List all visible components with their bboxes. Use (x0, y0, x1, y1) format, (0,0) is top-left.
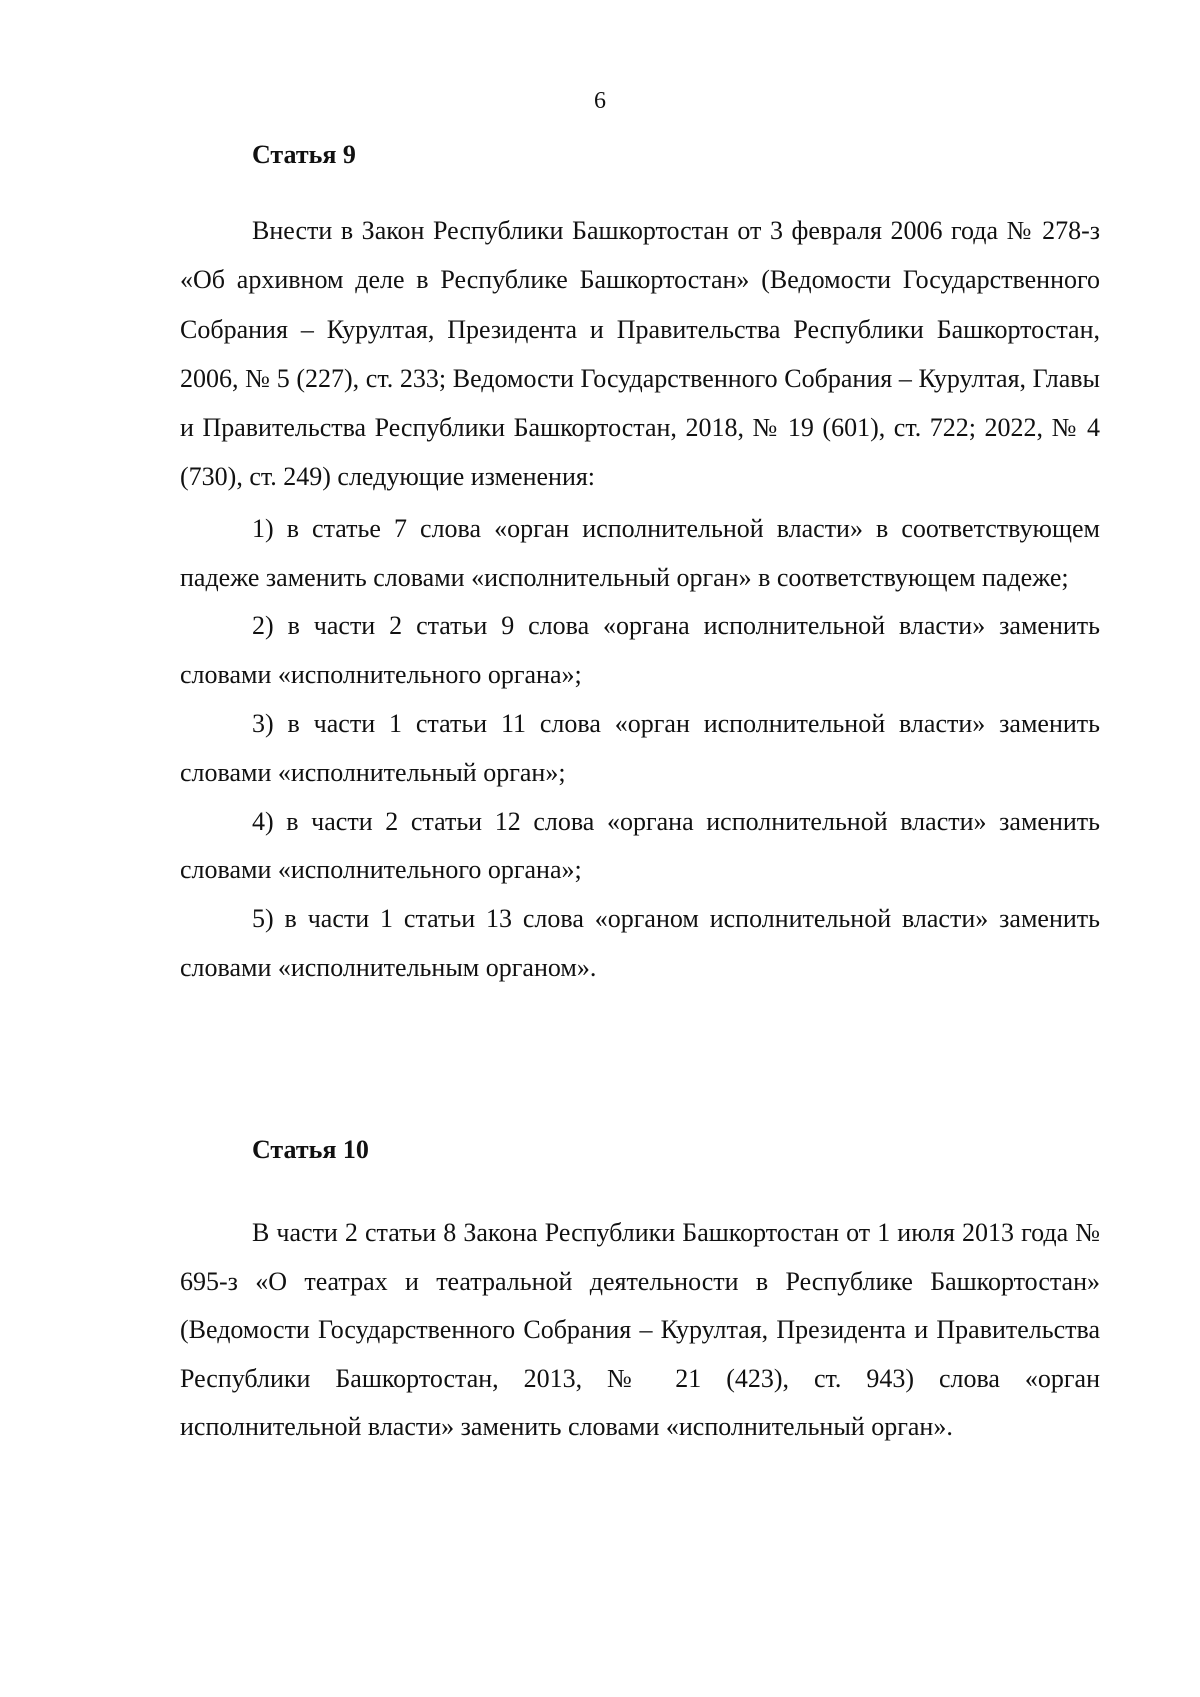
page-number: 6 (594, 88, 606, 114)
article-9-intro: Внести в Закон Республики Башкортостан от 3 февраля 2006 года № 278-з «Об архивном деле в Республике Башкортостан» (Ведомости Государственного Собрания – Курултая, Президента и Правительства Республики Башкортостан, 2006, № 5 (227), ст. 233; Ведомости Государственного Собрания – Курултая, Главы и Правительства Республики Башкортостан, 2018, № 19 (601), ст. 722; 2022, № 4 (730), ст. 249) следующие изменения: (180, 216, 1100, 492)
article-9-body (180, 206, 1100, 993)
article-9-heading: Статья 9 (252, 140, 356, 169)
article-9-item-5: 5) в части 1 статьи 13 слова «органом исполнительной власти» заменить словами «исполнительным органом». (180, 904, 1100, 982)
article-9-item-1: 1) в статье 7 слова «орган исполнительной власти» в соответствующем падеже заменить словами «исполнительный орган» в соответствующем падеже; (180, 513, 1100, 592)
article-9-item-4: 4) в части 2 статьи 12 слова «органа исполнительной власти» заменить словами «исполнительного органа»; (180, 806, 1100, 885)
article-9-items (180, 505, 1100, 993)
article-9-item-3: 3) в части 1 статьи 11 слова «орган исполнительной власти» заменить словами «исполнительный орган»; (180, 708, 1100, 787)
article-10-heading: Статья 10 (252, 1135, 369, 1164)
article-10-text: В части 2 статьи 8 Закона Республики Башкортостан от 1 июля 2013 года № 695-з «О театрах и театральной деятельности в Республике Башкортостан» (Ведомости Государственного Собрания – Курултая, Президента и Правительства Республики Башкортостан, 2013, № 21 (423), ст. 943) слова «орган исполнительной власти» заменить словами «исполнительный орган». (180, 1218, 1100, 1441)
article-10-body (180, 1209, 1100, 1452)
article-9-item-2: 2) в части 2 статьи 9 слова «органа исполнительной власти» заменить словами «исполнительного органа»; (180, 611, 1100, 690)
